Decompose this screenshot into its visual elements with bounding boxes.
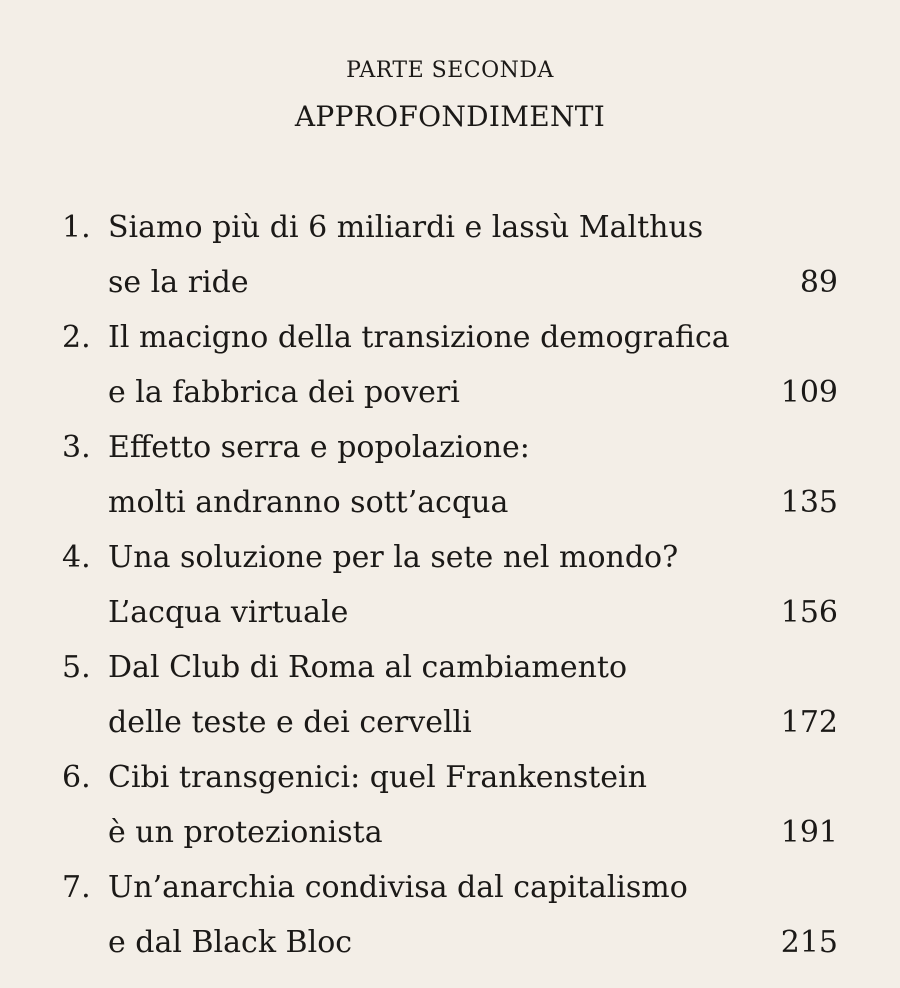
entry-page-number: 89 xyxy=(799,265,838,300)
entry-number: 1. xyxy=(62,210,91,245)
entry-number: 6. xyxy=(62,760,91,795)
entry-title-line-1: Una soluzione per la sete nel mondo? xyxy=(108,540,679,575)
toc-entry xyxy=(62,420,838,530)
entry-title-line-2: e la fabbrica dei poveri xyxy=(108,375,460,410)
entry-title-line-2: è un protezionista xyxy=(108,815,383,850)
entry-page-number: 135 xyxy=(780,485,838,520)
entry-page-number: 156 xyxy=(780,595,838,630)
entry-title-line-1: Un’anarchia condivisa dal capitalismo xyxy=(108,870,688,905)
toc-entry xyxy=(62,530,838,640)
toc-entry xyxy=(62,200,838,310)
entry-title-line-1: Siamo più di 6 miliardi e lassù Malthus xyxy=(108,210,704,245)
entry-page-number: 215 xyxy=(780,925,838,960)
table-of-contents xyxy=(62,200,838,970)
entry-number: 7. xyxy=(62,870,91,905)
toc-entry xyxy=(62,750,838,860)
entry-title-line-2: e dal Black Bloc xyxy=(108,925,353,960)
entry-number: 2. xyxy=(62,320,91,355)
entry-number: 4. xyxy=(62,540,91,575)
entry-page-number: 191 xyxy=(780,815,838,850)
entry-title-line-2: delle teste e dei cervelli xyxy=(108,705,472,740)
toc-entry xyxy=(62,640,838,750)
entry-number: 3. xyxy=(62,430,91,465)
part-title: APPROFONDIMENTI xyxy=(294,100,606,133)
entry-page-number: 109 xyxy=(780,375,838,410)
entry-title-line-1: Il macigno della transizione demografica xyxy=(108,320,730,355)
entry-title-line-1: Effetto serra e popolazione: xyxy=(108,430,530,465)
entry-title-line-2: molti andranno sott’acqua xyxy=(108,485,509,520)
entry-page-number: 172 xyxy=(780,705,838,740)
part-label: PARTE SECONDA xyxy=(346,58,554,83)
entry-title-line-2: L’acqua virtuale xyxy=(108,595,349,630)
entry-title-line-1: Cibi transgenici: quel Frankenstein xyxy=(108,760,647,795)
entry-number: 5. xyxy=(62,650,91,685)
toc-entry xyxy=(62,860,838,970)
entry-title-line-2: se la ride xyxy=(108,265,249,300)
toc-entry xyxy=(62,310,838,420)
entry-title-line-1: Dal Club di Roma al cambiamento xyxy=(108,650,628,685)
